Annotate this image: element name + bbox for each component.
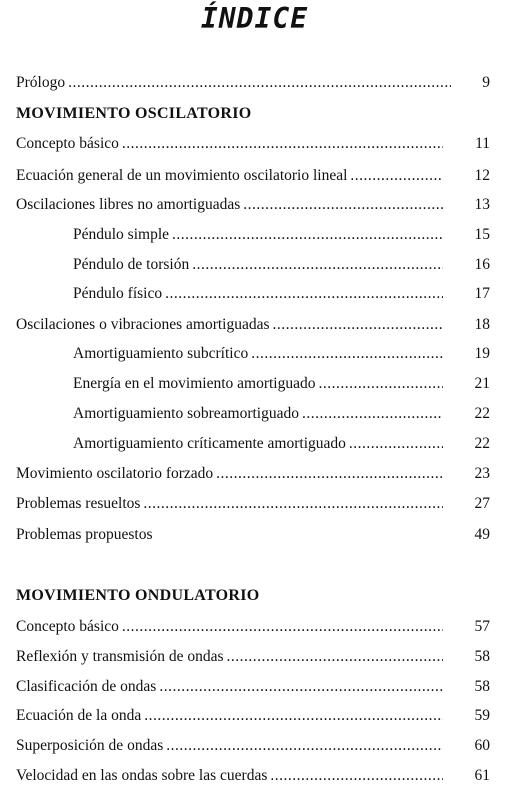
leader-dots [122, 134, 443, 154]
toc-entry-label: Energía en el movimiento amortiguado [73, 375, 316, 392]
toc-entry[interactable] [16, 464, 446, 484]
toc-page-number: 16 [474, 256, 490, 273]
toc-page-number: 58 [474, 678, 490, 695]
toc-entry[interactable] [16, 617, 446, 637]
toc-entry-label: Ecuación de la onda [16, 707, 142, 724]
leader-dots [192, 255, 443, 275]
leader-dots [243, 195, 443, 215]
toc-entry-label: Concepto básico [16, 618, 119, 635]
toc-subentry[interactable] [73, 225, 446, 245]
toc-page-number: 27 [474, 495, 490, 512]
toc-page-number: 59 [474, 707, 490, 724]
page-title: ÍNDICE [200, 2, 309, 35]
toc-entry-label: Oscilaciones libres no amortiguadas [16, 196, 241, 213]
toc-subentry[interactable] [73, 404, 446, 424]
leader-dots [349, 434, 443, 454]
leader-dots [302, 404, 443, 424]
toc-entry-label: Ecuación general de un movimiento oscilatorio lineal [16, 167, 348, 184]
leader-dots [159, 677, 443, 697]
toc-entry-label: Problemas resueltos [16, 495, 141, 512]
toc-entry[interactable] [16, 494, 446, 514]
toc-subentry[interactable] [73, 374, 446, 394]
leader-dots [166, 736, 443, 756]
toc-entry-label: Amortiguamiento subcrítico [73, 345, 249, 362]
toc-entry-label: Péndulo de torsión [73, 256, 190, 273]
toc-page-number: 23 [474, 465, 490, 482]
toc-entry-label: Oscilaciones o vibraciones amortiguadas [16, 316, 270, 333]
toc-entry-label: Reflexión y transmisión de ondas [16, 648, 224, 665]
leader-dots [68, 73, 451, 93]
toc-page-number: 11 [475, 135, 490, 152]
toc-page-number: 58 [474, 648, 490, 665]
toc-page-number: 21 [474, 375, 490, 392]
leader-dots [227, 647, 444, 667]
toc-entry[interactable] [16, 315, 446, 335]
toc-entry-label: Péndulo simple [73, 226, 170, 243]
section-heading: MOVIMIENTO ONDULATORIO [16, 587, 260, 604]
toc-entry-label: Prólogo [16, 74, 66, 91]
toc-subentry[interactable] [73, 344, 446, 364]
toc-subentry[interactable] [73, 284, 446, 304]
toc-entry[interactable] [16, 677, 446, 697]
leader-dots [270, 766, 443, 786]
toc-subentry[interactable] [73, 255, 446, 275]
toc-entry[interactable] [16, 525, 446, 545]
toc-entry-label: Amortiguamiento sobreamortiguado [73, 405, 299, 422]
toc-entry-label: Concepto básico [16, 135, 119, 152]
toc-entry[interactable] [16, 195, 446, 215]
leader-dots [143, 494, 443, 514]
toc-page-number: 22 [474, 405, 490, 422]
toc-entry[interactable] [16, 166, 446, 186]
toc-page-number: 12 [474, 167, 490, 184]
leader-dots [216, 464, 443, 484]
section-heading: MOVIMIENTO OSCILATORIO [16, 105, 252, 122]
leader-dots [165, 284, 443, 304]
toc-page-number: 60 [474, 737, 490, 754]
toc-entry-label: Problemas propuestos [16, 526, 153, 543]
toc-entry-label: Clasificación de ondas [16, 678, 157, 695]
toc-page-number: 49 [474, 526, 490, 543]
leader-dots [273, 315, 443, 335]
toc-entry[interactable] [16, 766, 446, 786]
toc-page-number: 18 [474, 316, 490, 333]
toc-entry-label: Velocidad en las ondas sobre las cuerdas [16, 767, 268, 784]
toc-page-number: 15 [474, 226, 490, 243]
leader-dots [172, 225, 443, 245]
toc-page-number: 19 [474, 345, 490, 362]
toc-page-number: 17 [474, 285, 490, 302]
toc-entry-label: Movimiento oscilatorio forzado [16, 465, 214, 482]
toc-entry-prologo[interactable] [16, 73, 454, 93]
toc-entry-label: Péndulo físico [73, 285, 163, 302]
leader-dots [251, 344, 443, 364]
toc-entry[interactable] [16, 647, 446, 667]
toc-page-number: 22 [474, 435, 490, 452]
toc-page-number: 61 [474, 767, 490, 784]
toc-page-number: 9 [482, 74, 490, 91]
toc-entry[interactable] [16, 134, 446, 154]
toc-page-number: 57 [474, 618, 490, 635]
toc-entry-label: Superposición de ondas [16, 737, 164, 754]
toc-page-number: 13 [474, 196, 490, 213]
toc-entry[interactable] [16, 706, 446, 726]
leader-dots [318, 374, 443, 394]
leader-dots [350, 166, 443, 186]
toc-subentry[interactable] [73, 434, 446, 454]
toc-entry[interactable] [16, 736, 446, 756]
toc-entry-label: Amortiguamiento críticamente amortiguado [73, 435, 346, 452]
leader-dots [144, 706, 443, 726]
leader-dots [122, 617, 443, 637]
